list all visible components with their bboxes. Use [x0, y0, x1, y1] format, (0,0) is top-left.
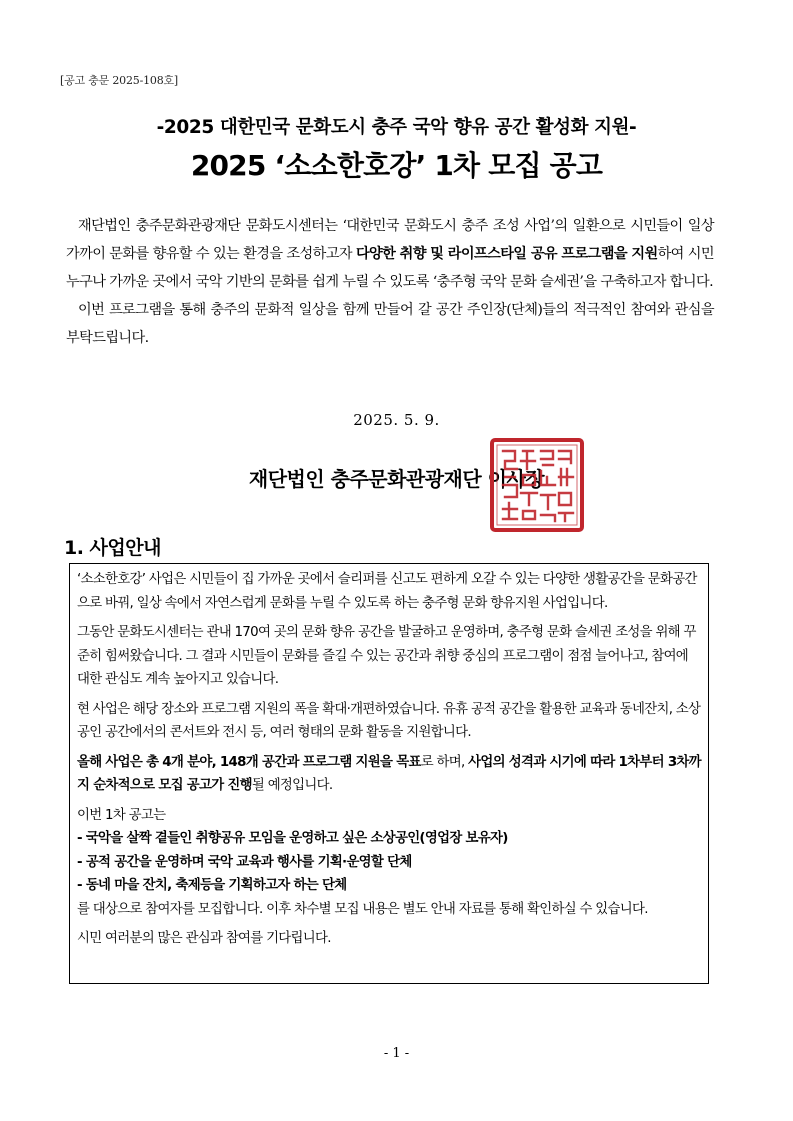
intro-text-b: 하여 시민 누구나 가까운 곳에서 국악 기반의 문화를 쉽게 누릴 수 있도록 ‘충주형 국악 문화 슬세권’을 구축하고자 합니다. [66, 246, 714, 290]
target-item: - 동네 마을 잔치, 축제등을 기획하고자 하는 단체 [77, 878, 347, 893]
intro-paragraph-2: 이번 프로그램을 통해 충주의 문화적 일상을 함께 만들어 갈 공간 주인장(단체)들의 적극적인 참여와 관심을 부탁드립니다. [66, 302, 714, 346]
target-intro: 이번 1차 공고는 [77, 807, 166, 823]
issuer-name: 재단법인 충주문화관광재단 이사장 [248, 467, 545, 491]
intro-paragraph-1 [66, 212, 714, 296]
target-closing: 를 대상으로 참여자를 모집합니다. 이후 차수별 모집 내용은 별도 안내 자료를 통해 확인하실 수 있습니다. [77, 901, 648, 917]
announcement-subtitle: -2025 대한민국 문화도시 충주 국악 향유 공간 활성화 지원- [156, 117, 637, 138]
info-schedule-emphasis: 사업의 성격과 시기에 따라 1차부터 3차까지 순차적으로 모집 공고가 진행 [77, 754, 701, 793]
info-text-mid: 로 하며, [420, 754, 469, 770]
intro-text-a: 재단법인 충주문화관광재단 문화도시센터는 ‘대한민국 문화도시 충주 조성 사업’의 일환으로 시민들이 일상 가까이 문화를 향유할 수 있는 환경을 조성하고자 [66, 218, 714, 262]
announcement-title: 2025 ‘소소한호강’ 1차 모집 공고 [190, 149, 603, 182]
target-item: - 공적 공간을 운영하며 국악 교육과 행사를 기획·운영할 단체 [77, 854, 412, 870]
info-paragraph-2: 그동안 문화도시센터는 관내 170여 곳의 문화 향유 공간을 발굴하고 운영하며, 충주형 문화 슬세권 조성을 위해 꾸준히 힘써왔습니다. 그 결과 시민들이 문화를 즐길 수 있는 공간과 취향 중심의 프로그램이 점점 늘어나고, 참여에 대한 관심도 계속 높아지고 있습니다. [77, 625, 696, 687]
section-heading-business-info: 1. 사업안내 [64, 537, 161, 559]
info-paragraph-6: 시민 여러분의 많은 관심과 참여를 기다립니다. [77, 931, 331, 946]
announcement-date: 2025. 5. 9. [353, 411, 440, 429]
official-seal [489, 437, 585, 533]
announcement-reference: [공고 충문 2025-108호] [60, 74, 179, 87]
target-item: - 국악을 살짝 곁들인 취향공유 모임을 운영하고 싶은 소상공인(영업장 보유자) [77, 831, 508, 846]
business-info-box [69, 563, 709, 984]
intro-text [66, 212, 714, 352]
info-goal-emphasis: 올해 사업은 총 4개 분야, 148개 공간과 프로그램 지원을 목표 [77, 754, 421, 770]
info-text-end: 될 예정입니다. [251, 778, 333, 793]
page-number: - 1 - [383, 1046, 410, 1061]
info-paragraph-4 [77, 751, 701, 798]
info-paragraph-1: ‘소소한호강’ 사업은 시민들이 집 가까운 곳에서 슬리퍼를 신고도 편하게 오갈 수 있는 다양한 생활공간을 문화공간으로 바꿔, 일상 속에서 자연스럽게 문화를 누릴 수 있도록 하는 충주형 문화 향유지원 사업입니다. [77, 572, 697, 611]
intro-emphasis: 다양한 취향 및 라이프스타일 공유 프로그램을 지원 [355, 246, 658, 262]
info-paragraph-3: 현 사업은 해당 장소와 프로그램 지원의 폭을 확대·개편하였습니다. 유휴 공적 공간을 활용한 교육과 동네잔치, 소상공인 공간에서의 콘서트와 전시 등, 여러 형태의 문화 활동을 지원합니다. [77, 701, 701, 740]
info-paragraph-5 [77, 804, 701, 922]
